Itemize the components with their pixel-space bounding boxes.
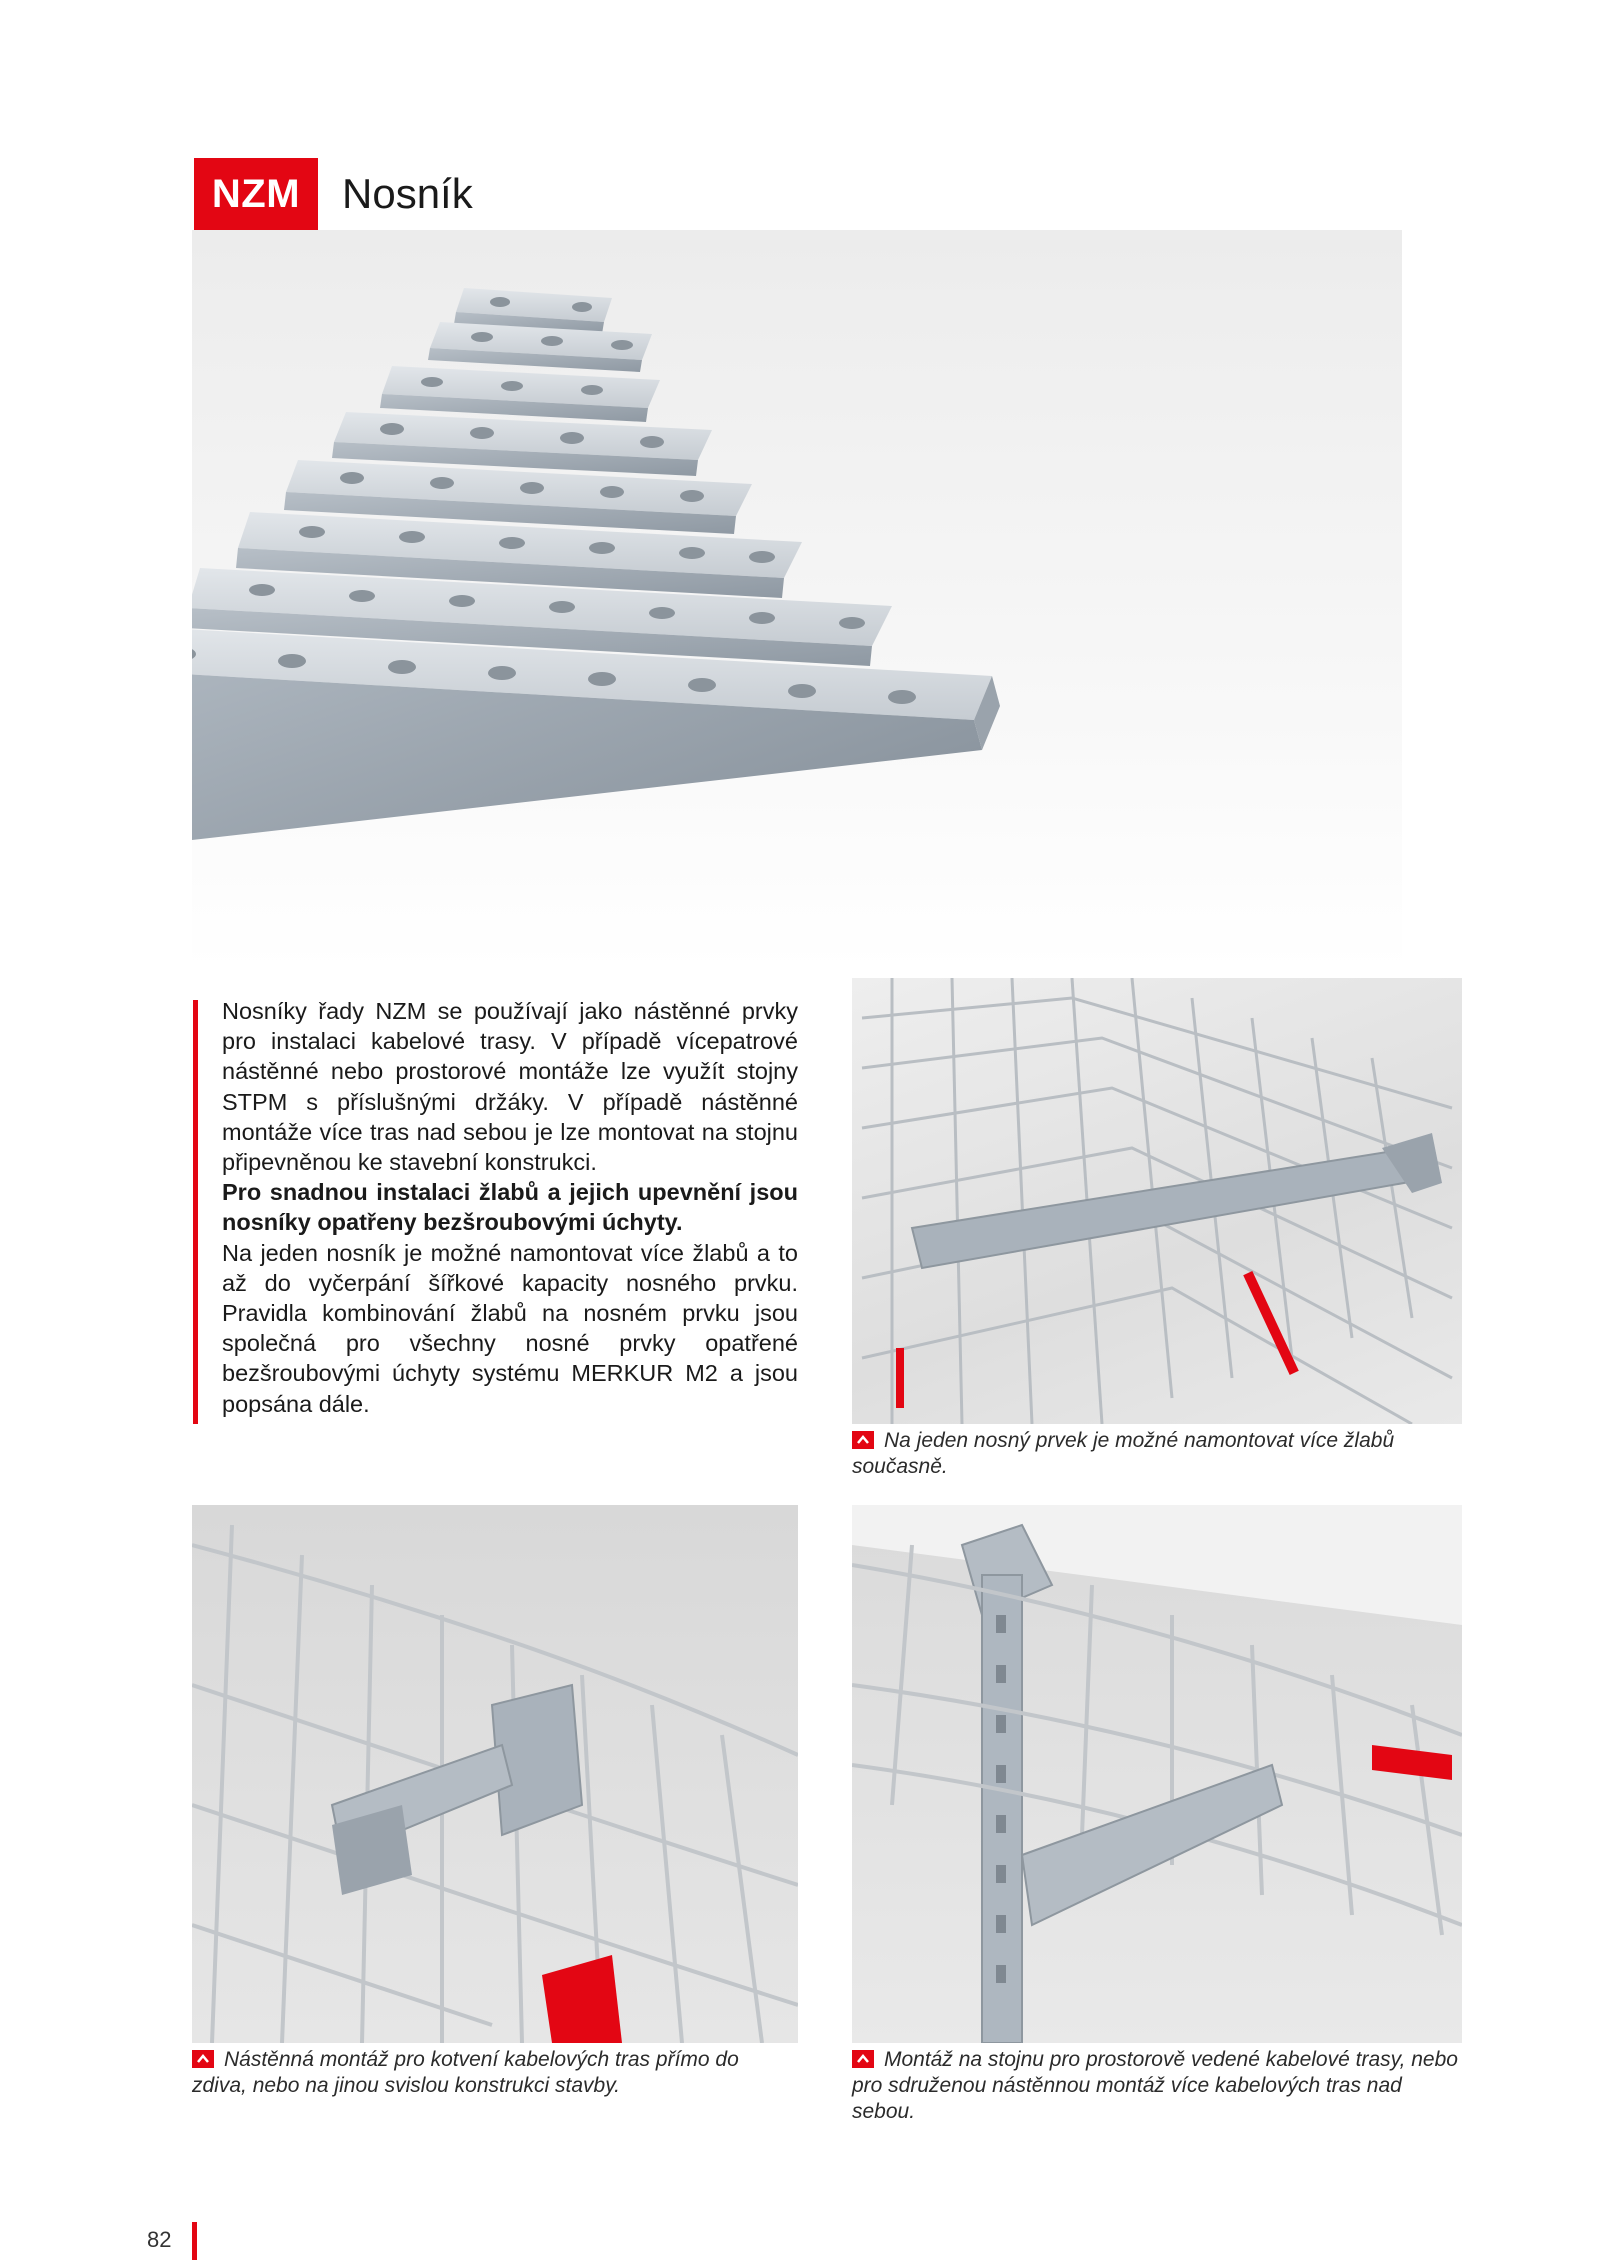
wall-mount-illustration	[192, 1505, 798, 2043]
photo-caption	[192, 2047, 798, 2099]
intro-accent-bar	[193, 1000, 198, 1424]
wire-tray-illustration	[852, 978, 1462, 1424]
chevron-up-icon	[852, 2050, 874, 2068]
intro-highlight: Pro snadnou instalaci žlabů a jejich upevnění jsou nosníky opatřeny bezšroubovými úchyty.	[222, 1179, 798, 1236]
photo-caption	[852, 2047, 1462, 2125]
caption-text: Montáž na stojnu pro prostorově vedené kabelové trasy, nebo pro sdruženou nástěnnou montáž více kabelových tras nad sebou.	[852, 2048, 1458, 2123]
strut-mount-illustration	[852, 1505, 1462, 2043]
photo-strut-mount	[852, 1505, 1462, 2043]
intro-text	[222, 996, 798, 1419]
caption-text: Na jeden nosný prvek je možné namontovat více žlabů současně.	[852, 1429, 1395, 1478]
bracket-row	[380, 366, 660, 422]
caption-text: Nástěnná montáž pro kotvení kabelových tras přímo do zdiva, nebo na jinou svislou konstrukci stavby.	[192, 2048, 739, 2097]
footer-accent-bar	[192, 2222, 197, 2260]
bracket-stack-illustration	[192, 230, 1402, 970]
intro-paragraph: Na jeden nosník je možné namontovat více žlabů a to až do vyčerpání šířkové kapacity nosného prvku. Pravidla kombinování žlabů na nosném prvku jsou společná pro všechny nosné prvky opatřené bezšroubovými úchyty systému MERKUR M2 a jsou popsána dále.	[222, 1239, 798, 1417]
hero-product-image	[192, 230, 1402, 970]
intro-paragraph: Nosníky řady NZM se používají jako nástěnné prvky pro instalaci kabelové trasy. V případě vícepatrové nástěnné nebo prostorové montáže lze využít stojny STPM s příslušnými držáky. V případě nástěnné montáže více tras nad sebou je lze montovat na stojnu připevněnou ke stavební konstrukci.	[222, 998, 798, 1176]
page-number: 82	[147, 2227, 172, 2252]
bracket-row	[428, 322, 652, 372]
page-title: Nosník	[342, 170, 473, 217]
photo-multiple-trays	[852, 978, 1462, 1424]
photo-caption	[852, 1428, 1462, 1480]
bracket-front	[192, 626, 1000, 848]
chevron-up-icon	[192, 2050, 214, 2068]
product-code-badge: NZM	[194, 158, 318, 230]
chevron-up-icon	[852, 1431, 874, 1449]
photo-wall-mount	[192, 1505, 798, 2043]
